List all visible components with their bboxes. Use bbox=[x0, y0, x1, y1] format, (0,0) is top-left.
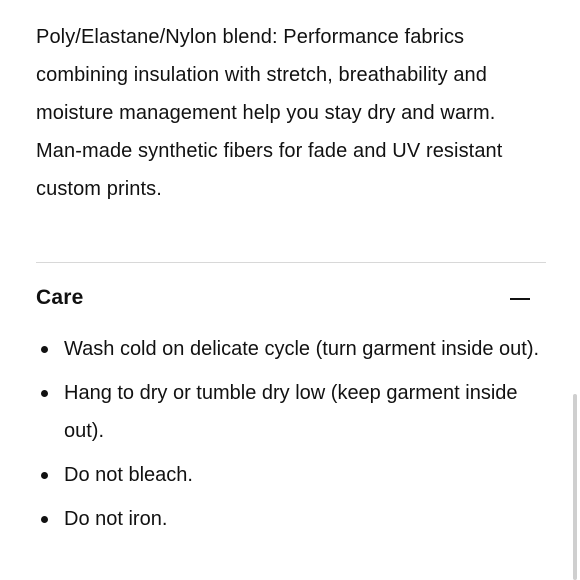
bullet-icon bbox=[41, 472, 48, 479]
care-list-item bbox=[36, 500, 548, 538]
care-list-item bbox=[36, 374, 548, 450]
bullet-icon bbox=[41, 346, 48, 353]
material-description: Poly/Elastane/Nylon blend: Performance fabrics combining insulation with stretch, breathability and moisture management help you stay dry and warm. Man-made synthetic fibers for fade and UV resistant custom prints. bbox=[36, 26, 503, 200]
scrollbar[interactable] bbox=[573, 394, 577, 580]
care-instructions-list bbox=[36, 330, 548, 544]
care-list-item bbox=[36, 456, 548, 494]
care-accordion-header[interactable] bbox=[36, 280, 546, 316]
section-divider bbox=[36, 262, 546, 263]
care-section-title: Care bbox=[36, 286, 84, 309]
bullet-icon bbox=[41, 390, 48, 397]
care-item-text: Do not bleach. bbox=[64, 464, 193, 486]
care-item-text: Wash cold on delicate cycle (turn garment inside out). bbox=[64, 338, 540, 360]
minus-icon[interactable] bbox=[510, 288, 530, 308]
bullet-icon bbox=[41, 516, 48, 523]
care-item-text: Hang to dry or tumble dry low (keep garment inside out). bbox=[64, 382, 518, 442]
care-list-item bbox=[36, 330, 548, 368]
care-item-text: Do not iron. bbox=[64, 508, 168, 530]
